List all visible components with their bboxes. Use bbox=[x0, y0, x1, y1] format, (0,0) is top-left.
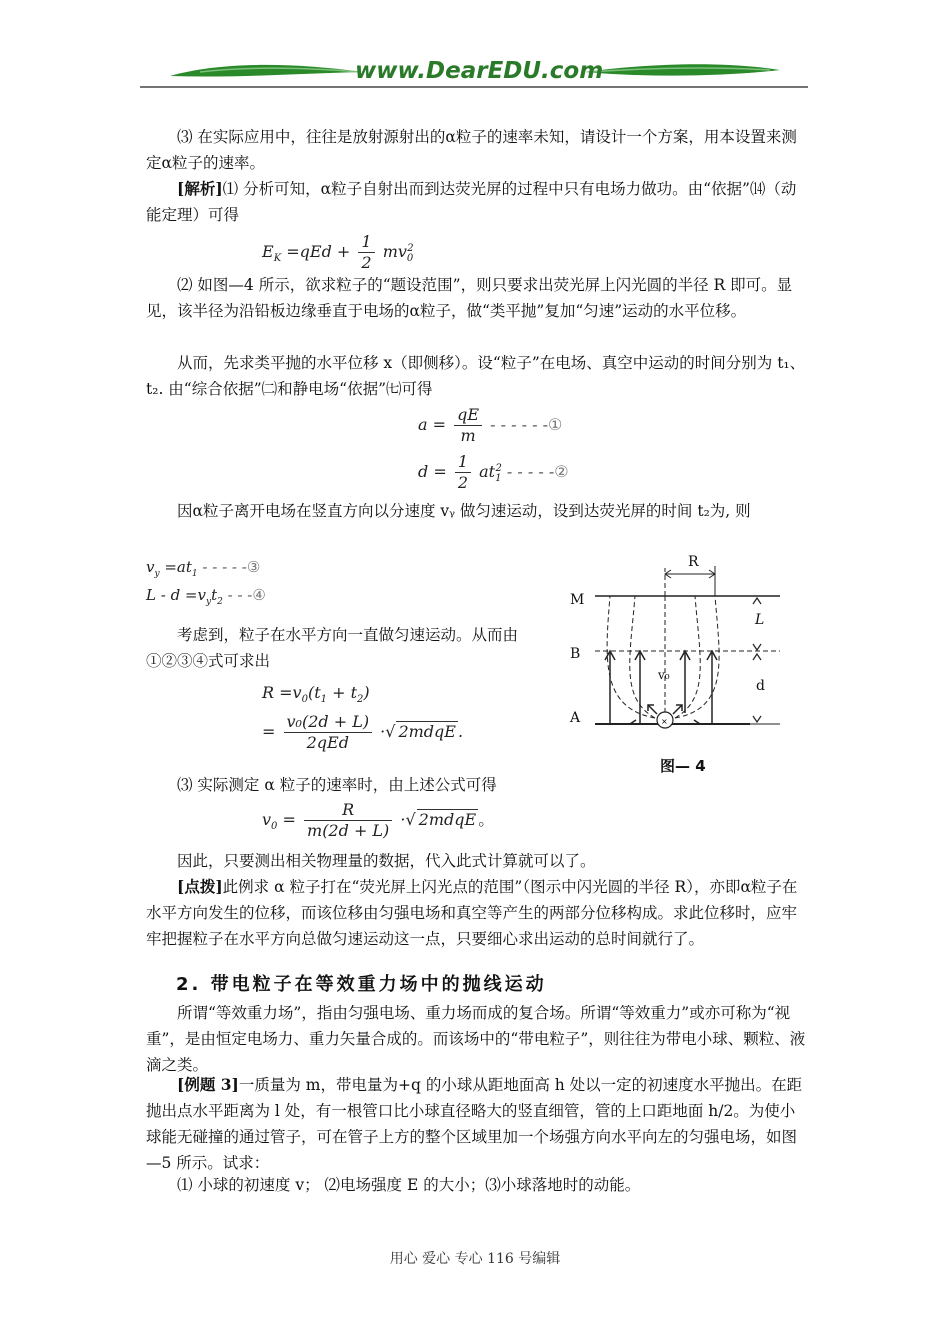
paragraph-conclusion: 因此，只要测出相关物理量的数据，代入此式计算就可以了。 bbox=[177, 852, 596, 870]
label-v0: v₀ bbox=[658, 668, 670, 682]
example3-tag: [例题 3] bbox=[177, 1075, 239, 1094]
paragraph-lateral: 从而，先求类平抛的水平位移 x（即侧移）。设“粒子”在电场、真空中运动的时间分别为 t₁、t₂. 由“综合依据”㈡和静电场“依据”㈦可得 bbox=[146, 354, 806, 398]
site-logo-text: www.DearEDU.com bbox=[355, 58, 604, 84]
formula-r-line1: $R =v_0(t_1 + t_2)$ bbox=[262, 683, 370, 706]
analysis-text: ⑴ 分析可知，α粒子自射出而到达荧光屏的过程中只有电场力做功。由“依据”⒁（动能定理）可得 bbox=[146, 180, 797, 224]
formula-vy: $v_y =at_1$ - - - - -③ bbox=[146, 558, 261, 579]
formula-kinetic-energy: $E_K =qEd$ + $\frac{1}{2}$ $mv_0^2$ bbox=[262, 232, 414, 272]
paragraph-analysis bbox=[146, 176, 810, 228]
paragraph-horizontal: 考虑到，粒子在水平方向一直做匀速运动。从而由①②③④式可求出 bbox=[146, 626, 519, 670]
figure-4 bbox=[560, 548, 790, 752]
formula-d: d = $\frac{1}{2}$ $at_1^2$ - - - - -② bbox=[418, 452, 569, 492]
example3-text: 一质量为 m，带电量为+q 的小球从距地面高 h 处以一定的初速度水平抛出。在距抛出点水平距离为 l 处，有一根管口比小球直径略大的竖直细管，管的上口距地面 h/2。为使小球能无碰撞的通过管子，可在管子上方的整个区域里加一个场强方向水平向左的匀强电场，如图—5 所示。试求： bbox=[146, 1076, 803, 1172]
formula-r-line2: = $\frac{\text{v₀(2d + L)}}{\text{2qEd}}$ ·√ 2mdqE . bbox=[262, 712, 464, 752]
paragraph-tip bbox=[146, 874, 810, 952]
section-heading: 2. 带电粒子在等效重力场中的抛线运动 bbox=[176, 974, 547, 995]
label-b: B bbox=[570, 646, 581, 662]
label-a: A bbox=[570, 710, 581, 726]
paragraph-measure: ⑶ 实际测定 α 粒子的速率时，由上述公式可得 bbox=[177, 776, 497, 794]
paragraph-questions: ⑴ 小球的初速度 v； ⑵电场强度 E 的大小；⑶小球落地时的动能。 bbox=[177, 1176, 641, 1194]
tip-tag: [点拨] bbox=[177, 877, 223, 896]
svg-text:×: × bbox=[661, 717, 668, 726]
header-banner bbox=[140, 58, 810, 92]
tip-text: 此例求 α 粒子打在“荧光屏上闪光点的范围”（图示中闪光圆的半径 R），亦即α粒子在水平方向发生的位移，而该位移由匀强电场和真空等产生的两部分位移构成。求此位移时，应牢牢把握粒子在水平方向总做匀速运动这一点，只要细心求出运动的总时间就行了。 bbox=[146, 878, 798, 948]
figure-4-caption: 图— 4 bbox=[660, 757, 706, 775]
label-l: L bbox=[755, 612, 765, 628]
label-d: d bbox=[756, 678, 765, 694]
paragraph-equivalent-gravity: 所谓“等效重力场”，指由匀强电场、重力场而成的复合场。所谓“等效重力”或亦可称为“视重”，是由恒定电场力、重力矢量合成的。而该场中的“带电粒子”，则往往为带电小球、颗粒、液滴之类。 bbox=[146, 1004, 806, 1074]
paragraph-fig4: ⑵ 如图—4 所示，欲求粒子的“题设范围”，则只要求出荧光屏上闪光圆的半径 R 即可。显见，该半径为沿铅板边缘垂直于电场的α粒子，做“类平抛”复加“匀速”运动的水平位移。 bbox=[146, 276, 793, 320]
label-m: M bbox=[570, 592, 585, 608]
formula-v0: $v_0$ = $\frac{R}{m(2d + L)}$ ·√ 2mdqE 。 bbox=[262, 800, 495, 840]
label-r: R bbox=[688, 554, 699, 570]
paragraph-q3: ⑶ 在实际应用中，往往是放射源射出的α粒子的速率未知，请设计一个方案，用本设置来测定α粒子的速率。 bbox=[146, 128, 797, 172]
formula-l-minus-d: $L - d =v_yt_2$ - - -④ bbox=[146, 586, 266, 607]
page-footer: 用心 爱心 专心 116 号编辑 bbox=[389, 1251, 561, 1267]
paragraph-example3 bbox=[146, 1072, 810, 1176]
analysis-tag: [解析] bbox=[177, 179, 223, 198]
formula-a: a = $\frac{qE}{m}$ - - - - - -① bbox=[418, 405, 563, 445]
paragraph-vertical: 因α粒子离开电场在竖直方向以分速度 vᵧ 做匀速运动，设到达荧光屏的时间 t₂为, 则 bbox=[177, 502, 751, 520]
